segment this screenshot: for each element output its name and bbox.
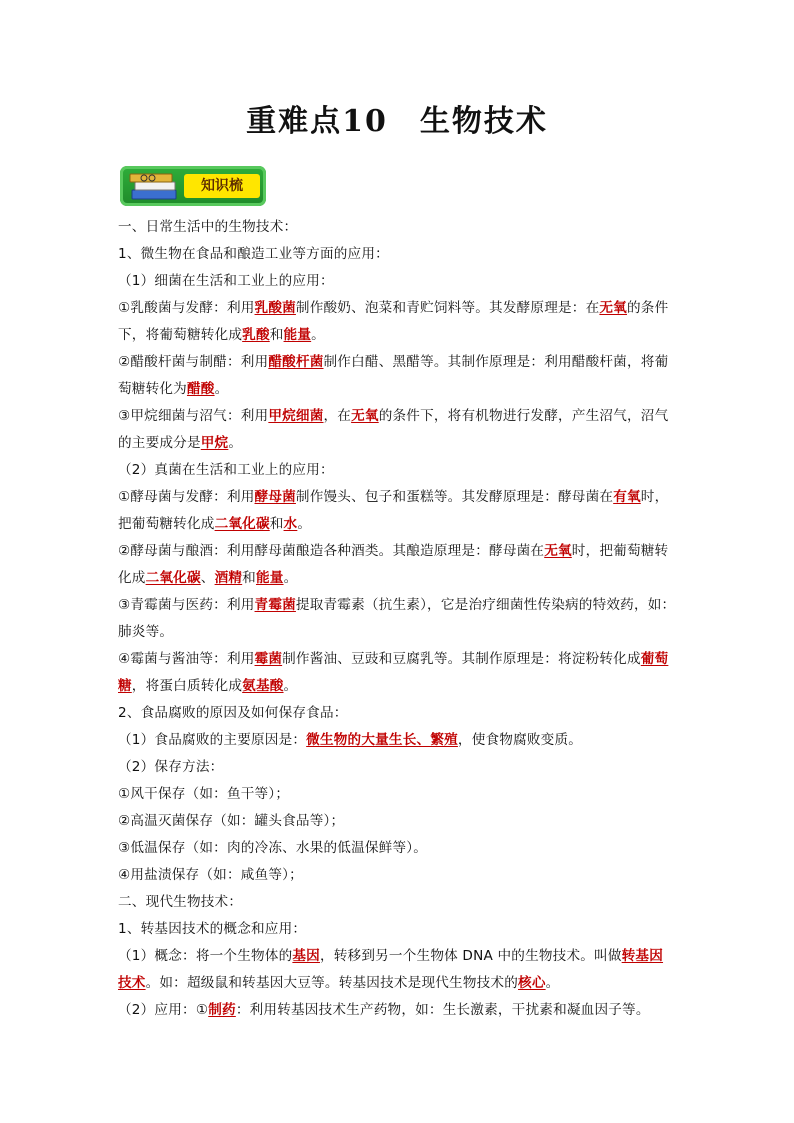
text-line xyxy=(118,700,678,727)
text-segment: 提取青霉素（抗生素），它是治疗细菌性传染病的特效药，如： xyxy=(295,597,676,613)
keyword-answer: 微生物的大量生长、繁殖 xyxy=(306,732,458,748)
keyword-answer: 醋酸杆菌 xyxy=(268,354,324,370)
keyword-answer: 乳酸菌 xyxy=(254,300,296,316)
text-segment: 1、转基因技术的概念和应用： xyxy=(118,921,307,937)
text-segment: （1）概念：将一个生物体的 xyxy=(118,948,293,964)
text-line xyxy=(118,592,678,619)
text-line xyxy=(118,241,678,268)
text-segment: ③甲烷细菌与沼气：利用 xyxy=(118,408,269,424)
text-line xyxy=(118,376,678,403)
text-segment: ③青霉菌与医药：利用 xyxy=(118,597,255,613)
text-segment: ，使食物腐败变质。 xyxy=(457,732,583,748)
text-line xyxy=(118,862,678,889)
text-segment: ，转移到另一个生物体 DNA 中的生物技术。叫做 xyxy=(319,948,622,964)
keyword-answer: 无氧 xyxy=(544,543,572,559)
text-segment: （1）细菌在生活和工业上的应用： xyxy=(118,273,334,289)
text-segment: 。 xyxy=(214,381,229,397)
text-line xyxy=(118,322,678,349)
text-segment: 制作酱油、豆豉和豆腐乳等。其制作原理是：将淀粉转化成 xyxy=(282,651,641,667)
text-segment: 。 xyxy=(228,435,243,451)
text-segment: 的条件 xyxy=(626,300,669,316)
text-segment: 和 xyxy=(269,516,284,532)
keyword-answer: 二氧化碳 xyxy=(145,570,201,586)
keyword-answer: 无氧 xyxy=(351,408,379,424)
text-segment: （1）食品腐败的主要原因是： xyxy=(118,732,307,748)
text-segment: 二、现代生物技术： xyxy=(118,894,243,910)
keyword-answer: 技术 xyxy=(118,975,146,991)
text-segment: 萄糖转化为 xyxy=(118,381,187,397)
text-segment: ③低温保存（如：肉的冷冻、水果的低温保鲜等）。 xyxy=(118,840,428,856)
text-segment: 制作馒头、包子和蛋糕等。其发酵原理是：酵母菌在 xyxy=(295,489,614,505)
text-line xyxy=(118,565,678,592)
keyword-answer: 酒精 xyxy=(214,570,243,586)
keyword-answer: 酵母菌 xyxy=(254,489,296,505)
text-segment: 。 xyxy=(297,516,312,532)
text-line xyxy=(118,673,678,700)
keyword-answer: 葡萄 xyxy=(640,651,669,667)
text-segment: （2）真菌在生活和工业上的应用： xyxy=(118,462,334,478)
text-segment: ②醋酸杆菌与制醋：利用 xyxy=(118,354,269,370)
text-line xyxy=(118,511,678,538)
text-line xyxy=(118,268,678,295)
text-segment: ②高温灭菌保存（如：罐头食品等）； xyxy=(118,813,345,829)
text-segment: 1、微生物在食品和酿造工业等方面的应用： xyxy=(118,246,389,262)
text-segment: ①乳酸菌与发酵：利用 xyxy=(118,300,255,316)
text-segment: 时，把葡萄糖转 xyxy=(571,543,669,559)
text-line xyxy=(118,403,678,430)
text-segment: 。 xyxy=(311,327,325,343)
text-line xyxy=(118,754,678,781)
text-segment: ②酵母菌与酿酒：利用酵母菌酿造各种酒类。其酿造原理是：酵母菌在 xyxy=(118,543,545,559)
text-segment: 的条件下，将有机物进行发酵，产生沼气，沼气 xyxy=(378,408,669,424)
text-segment: 2、食品腐败的原因及如何保存食品： xyxy=(118,705,348,721)
keyword-answer: 霉菌 xyxy=(254,651,283,667)
page-title: 重难点10 生物技术 xyxy=(246,104,548,139)
text-line xyxy=(118,646,678,673)
keyword-answer: 青霉菌 xyxy=(254,597,296,613)
keyword-answer: 转基因 xyxy=(621,948,664,964)
keyword-answer: 能量 xyxy=(255,570,284,586)
keyword-answer: 制药 xyxy=(208,1002,236,1018)
keyword-answer: 二氧化碳 xyxy=(214,516,270,532)
text-line xyxy=(118,727,678,754)
text-segment: ①酵母菌与发酵：利用 xyxy=(118,489,255,505)
text-segment: 一、日常生活中的生物技术： xyxy=(118,219,298,235)
text-segment: 。 xyxy=(283,678,298,694)
text-line xyxy=(118,943,678,970)
text-line xyxy=(118,295,678,322)
text-segment: ，在 xyxy=(323,408,352,424)
text-segment: 的主要成分是 xyxy=(118,435,201,451)
text-line xyxy=(118,430,678,457)
keyword-answer: 基因 xyxy=(292,948,320,964)
text-segment: ，将蛋白质转化成 xyxy=(131,678,243,694)
text-segment: 化成 xyxy=(118,570,146,586)
text-line xyxy=(118,916,678,943)
keyword-answer: 水 xyxy=(283,516,298,532)
knowledge-section-badge xyxy=(120,166,266,206)
text-segment: ④用盐渍保存（如：咸鱼等）； xyxy=(118,867,303,883)
keyword-answer: 乳酸 xyxy=(242,327,270,343)
text-segment: 时， xyxy=(640,489,669,505)
text-segment: 下，将葡萄糖转化成 xyxy=(118,327,243,343)
text-segment: 肺炎等。 xyxy=(118,624,174,640)
text-line xyxy=(118,349,678,376)
text-line xyxy=(118,538,678,565)
text-line xyxy=(118,781,678,808)
keyword-answer: 糖 xyxy=(118,678,132,694)
content-body xyxy=(118,214,678,1024)
text-line xyxy=(118,484,678,511)
text-line xyxy=(118,997,678,1024)
text-line xyxy=(118,214,678,241)
text-segment: 制作白醋、黑醋等。其制作原理是：利用醋酸杆菌，将葡 xyxy=(323,354,669,370)
text-segment: 和 xyxy=(269,327,284,343)
keyword-answer: 核心 xyxy=(518,975,546,991)
keyword-answer: 氨基酸 xyxy=(242,678,284,694)
text-segment: （2）保存方法： xyxy=(118,759,224,775)
text-line xyxy=(118,970,678,997)
badge-label: 知识梳 xyxy=(184,174,260,198)
text-segment: （2）应用：① xyxy=(118,1002,209,1018)
text-segment: ：利用转基因技术生产药物，如：生长激素，干扰素和凝血因子等。 xyxy=(235,1002,650,1018)
text-segment: 把葡萄糖转化成 xyxy=(118,516,215,532)
keyword-answer: 无氧 xyxy=(599,300,627,316)
text-line xyxy=(118,808,678,835)
keyword-answer: 甲烷 xyxy=(200,435,229,451)
keyword-answer: 能量 xyxy=(283,327,312,343)
text-line xyxy=(118,889,678,916)
text-line xyxy=(118,835,678,862)
text-segment: 、 xyxy=(200,570,215,586)
text-segment: ④霉菌与酱油等：利用 xyxy=(118,651,255,667)
text-segment: 。 xyxy=(283,570,298,586)
text-segment: 。如：超级鼠和转基因大豆等。转基因技术是现代生物技术的 xyxy=(145,975,519,991)
text-segment: 。 xyxy=(545,975,560,991)
text-line xyxy=(118,619,678,646)
keyword-answer: 甲烷细菌 xyxy=(268,408,324,424)
text-segment: ①风干保存（如：鱼干等）； xyxy=(118,786,290,802)
text-line xyxy=(118,457,678,484)
text-segment: 和 xyxy=(242,570,256,586)
books-icon xyxy=(128,170,182,202)
text-segment: 制作酸奶、泡菜和青贮饲料等。其发酵原理是：在 xyxy=(295,300,600,316)
keyword-answer: 醋酸 xyxy=(186,381,215,397)
keyword-answer: 有氧 xyxy=(613,489,641,505)
